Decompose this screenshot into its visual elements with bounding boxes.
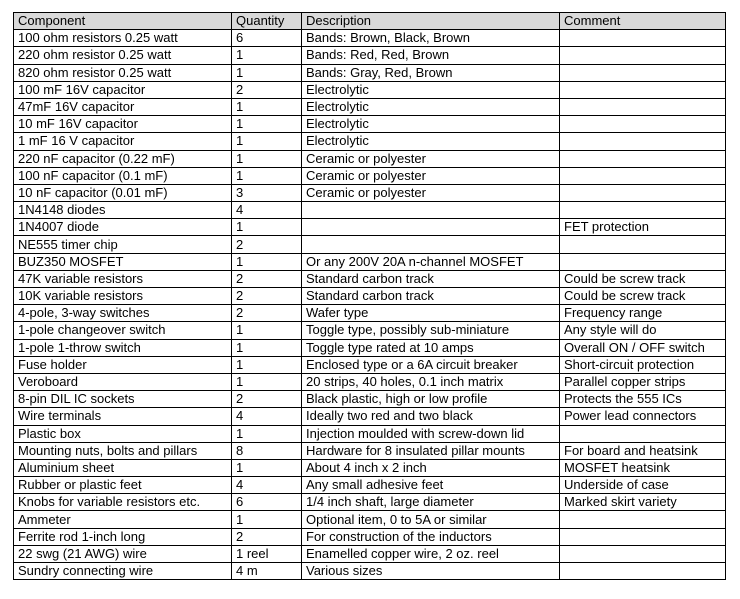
component-cell: 10 nF capacitor (0.01 mF): [14, 184, 232, 201]
header-description: Description: [302, 13, 560, 30]
table-row: [14, 563, 726, 580]
table-row: [14, 116, 726, 133]
description-cell: Bands: Brown, Black, Brown: [302, 30, 560, 47]
table-row: [14, 133, 726, 150]
comment-cell: [560, 425, 726, 442]
quantity-cell: 1: [232, 373, 302, 390]
component-cell: 1-pole 1-throw switch: [14, 339, 232, 356]
component-cell: 10 mF 16V capacitor: [14, 116, 232, 133]
description-cell: [302, 236, 560, 253]
comment-cell: [560, 253, 726, 270]
component-cell: Wire terminals: [14, 408, 232, 425]
quantity-cell: 2: [232, 528, 302, 545]
comment-cell: [560, 116, 726, 133]
comment-cell: [560, 133, 726, 150]
description-cell: Bands: Gray, Red, Brown: [302, 64, 560, 81]
component-cell: 220 ohm resistor 0.25 watt: [14, 47, 232, 64]
quantity-cell: 1: [232, 356, 302, 373]
description-cell: Enclosed type or a 6A circuit breaker: [302, 356, 560, 373]
quantity-cell: 6: [232, 30, 302, 47]
table-row: [14, 270, 726, 287]
component-cell: Sundry connecting wire: [14, 563, 232, 580]
component-cell: 1N4148 diodes: [14, 202, 232, 219]
table-row: [14, 98, 726, 115]
description-cell: Electrolytic: [302, 98, 560, 115]
comment-cell: [560, 528, 726, 545]
quantity-cell: 4: [232, 408, 302, 425]
comment-cell: [560, 64, 726, 81]
comment-cell: [560, 184, 726, 201]
table-row: [14, 528, 726, 545]
component-cell: 22 swg (21 AWG) wire: [14, 545, 232, 562]
comment-cell: Parallel copper strips: [560, 373, 726, 390]
component-cell: Ammeter: [14, 511, 232, 528]
quantity-cell: 3: [232, 184, 302, 201]
table-row: [14, 477, 726, 494]
description-cell: Any small adhesive feet: [302, 477, 560, 494]
quantity-cell: 2: [232, 236, 302, 253]
table-row: [14, 288, 726, 305]
description-cell: Ceramic or polyester: [302, 150, 560, 167]
table-row: [14, 64, 726, 81]
component-cell: 47K variable resistors: [14, 270, 232, 287]
comment-cell: [560, 150, 726, 167]
table-row: [14, 459, 726, 476]
comment-cell: Marked skirt variety: [560, 494, 726, 511]
quantity-cell: 1: [232, 98, 302, 115]
table-row: [14, 202, 726, 219]
component-cell: 220 nF capacitor (0.22 mF): [14, 150, 232, 167]
table-row: [14, 219, 726, 236]
table-row: [14, 322, 726, 339]
quantity-cell: 4: [232, 202, 302, 219]
component-cell: 100 ohm resistors 0.25 watt: [14, 30, 232, 47]
table-row: [14, 408, 726, 425]
comment-cell: [560, 202, 726, 219]
quantity-cell: 2: [232, 270, 302, 287]
description-cell: Various sizes: [302, 563, 560, 580]
quantity-cell: 1: [232, 47, 302, 64]
description-cell: 1/4 inch shaft, large diameter: [302, 494, 560, 511]
description-cell: Enamelled copper wire, 2 oz. reel: [302, 545, 560, 562]
quantity-cell: 6: [232, 494, 302, 511]
comment-cell: [560, 563, 726, 580]
header-row: [14, 13, 726, 30]
comment-cell: Overall ON / OFF switch: [560, 339, 726, 356]
quantity-cell: 1: [232, 133, 302, 150]
quantity-cell: 2: [232, 288, 302, 305]
component-cell: Knobs for variable resistors etc.: [14, 494, 232, 511]
comment-cell: [560, 545, 726, 562]
table-row: [14, 30, 726, 47]
comment-cell: Short-circuit protection: [560, 356, 726, 373]
quantity-cell: 1 reel: [232, 545, 302, 562]
table-row: [14, 236, 726, 253]
table-row: [14, 511, 726, 528]
quantity-cell: 2: [232, 391, 302, 408]
component-cell: Veroboard: [14, 373, 232, 390]
comment-cell: [560, 167, 726, 184]
description-cell: Ceramic or polyester: [302, 184, 560, 201]
header-comment: Comment: [560, 13, 726, 30]
comment-cell: Protects the 555 ICs: [560, 391, 726, 408]
table-row: [14, 494, 726, 511]
description-cell: [302, 202, 560, 219]
comment-cell: [560, 511, 726, 528]
comment-cell: Any style will do: [560, 322, 726, 339]
quantity-cell: 4: [232, 477, 302, 494]
comment-cell: [560, 47, 726, 64]
component-cell: Plastic box: [14, 425, 232, 442]
quantity-cell: 1: [232, 253, 302, 270]
component-cell: 1-pole changeover switch: [14, 322, 232, 339]
description-cell: Optional item, 0 to 5A or similar: [302, 511, 560, 528]
description-cell: Injection moulded with screw-down lid: [302, 425, 560, 442]
component-cell: BUZ350 MOSFET: [14, 253, 232, 270]
quantity-cell: 1: [232, 425, 302, 442]
header-component: Component: [14, 13, 232, 30]
quantity-cell: 1: [232, 116, 302, 133]
description-cell: Electrolytic: [302, 116, 560, 133]
description-cell: Ideally two red and two black: [302, 408, 560, 425]
component-cell: 100 nF capacitor (0.1 mF): [14, 167, 232, 184]
component-cell: 820 ohm resistor 0.25 watt: [14, 64, 232, 81]
table-row: [14, 184, 726, 201]
component-cell: Ferrite rod 1-inch long: [14, 528, 232, 545]
description-cell: For construction of the inductors: [302, 528, 560, 545]
description-cell: Ceramic or polyester: [302, 167, 560, 184]
quantity-cell: 1: [232, 339, 302, 356]
description-cell: Black plastic, high or low profile: [302, 391, 560, 408]
comment-cell: [560, 98, 726, 115]
table-row: [14, 305, 726, 322]
component-cell: 1N4007 diode: [14, 219, 232, 236]
comment-cell: Could be screw track: [560, 288, 726, 305]
description-cell: Toggle type rated at 10 amps: [302, 339, 560, 356]
component-cell: Rubber or plastic feet: [14, 477, 232, 494]
quantity-cell: 2: [232, 305, 302, 322]
component-cell: Aluminium sheet: [14, 459, 232, 476]
table-row: [14, 339, 726, 356]
component-cell: Fuse holder: [14, 356, 232, 373]
table-row: [14, 253, 726, 270]
comment-cell: For board and heatsink: [560, 442, 726, 459]
components-table-container: [13, 12, 726, 580]
comment-cell: Frequency range: [560, 305, 726, 322]
table-row: [14, 373, 726, 390]
quantity-cell: 1: [232, 322, 302, 339]
description-cell: Standard carbon track: [302, 288, 560, 305]
table-row: [14, 356, 726, 373]
component-cell: 10K variable resistors: [14, 288, 232, 305]
component-cell: 100 mF 16V capacitor: [14, 81, 232, 98]
table-row: [14, 167, 726, 184]
quantity-cell: 2: [232, 81, 302, 98]
table-row: [14, 545, 726, 562]
description-cell: [302, 219, 560, 236]
comment-cell: [560, 30, 726, 47]
components-table: [13, 12, 726, 580]
quantity-cell: 1: [232, 459, 302, 476]
component-cell: Mounting nuts, bolts and pillars: [14, 442, 232, 459]
table-row: [14, 81, 726, 98]
component-cell: 8-pin DIL IC sockets: [14, 391, 232, 408]
quantity-cell: 8: [232, 442, 302, 459]
quantity-cell: 1: [232, 150, 302, 167]
description-cell: Electrolytic: [302, 133, 560, 150]
table-row: [14, 425, 726, 442]
header-quantity: Quantity: [232, 13, 302, 30]
quantity-cell: 1: [232, 167, 302, 184]
description-cell: 20 strips, 40 holes, 0.1 inch matrix: [302, 373, 560, 390]
comment-cell: Underside of case: [560, 477, 726, 494]
component-cell: NE555 timer chip: [14, 236, 232, 253]
quantity-cell: 1: [232, 511, 302, 528]
description-cell: Hardware for 8 insulated pillar mounts: [302, 442, 560, 459]
description-cell: Toggle type, possibly sub-miniature: [302, 322, 560, 339]
table-row: [14, 391, 726, 408]
description-cell: About 4 inch x 2 inch: [302, 459, 560, 476]
component-cell: 4-pole, 3-way switches: [14, 305, 232, 322]
quantity-cell: 1: [232, 219, 302, 236]
description-cell: Or any 200V 20A n-channel MOSFET: [302, 253, 560, 270]
quantity-cell: 4 m: [232, 563, 302, 580]
table-row: [14, 442, 726, 459]
quantity-cell: 1: [232, 64, 302, 81]
description-cell: Standard carbon track: [302, 270, 560, 287]
component-cell: 1 mF 16 V capacitor: [14, 133, 232, 150]
comment-cell: [560, 81, 726, 98]
table-row: [14, 150, 726, 167]
table-row: [14, 47, 726, 64]
comment-cell: MOSFET heatsink: [560, 459, 726, 476]
table-body: [14, 30, 726, 580]
component-cell: 47mF 16V capacitor: [14, 98, 232, 115]
description-cell: Wafer type: [302, 305, 560, 322]
comment-cell: Power lead connectors: [560, 408, 726, 425]
comment-cell: Could be screw track: [560, 270, 726, 287]
comment-cell: [560, 236, 726, 253]
comment-cell: FET protection: [560, 219, 726, 236]
description-cell: Electrolytic: [302, 81, 560, 98]
description-cell: Bands: Red, Red, Brown: [302, 47, 560, 64]
